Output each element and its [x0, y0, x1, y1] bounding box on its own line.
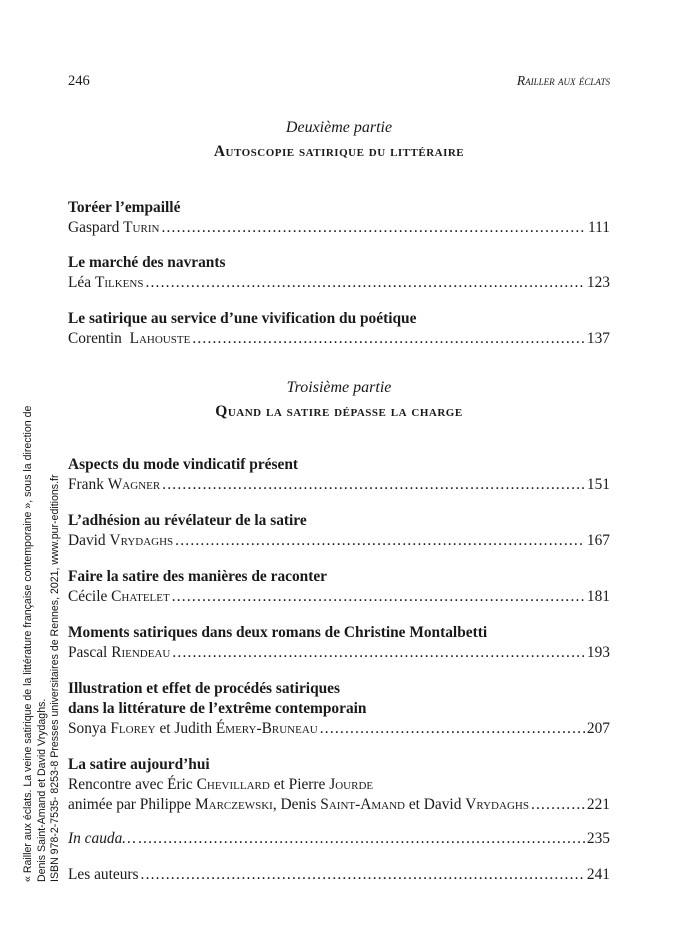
entry-title: La satire aujourd’hui	[68, 756, 210, 773]
page-ref: 111	[588, 219, 610, 236]
entry-title: Le marché des navrants	[68, 254, 226, 271]
dot-leader	[192, 329, 585, 349]
toc-entry-authors[interactable]	[68, 865, 610, 885]
dot-leader	[161, 218, 586, 238]
toc-entry[interactable]	[68, 309, 610, 349]
page-ref: 207	[586, 720, 610, 737]
page-ref: 221	[586, 796, 610, 813]
entry-title-line-2: dans la littérature de l’extrême contemporain	[68, 700, 367, 717]
entry-title-line-1: Illustration et effet de procédés satiriques	[68, 680, 341, 697]
page-ref: 151	[586, 476, 610, 493]
toc-entry[interactable]	[68, 679, 610, 739]
entry-label: Les auteurs	[68, 866, 139, 883]
author-name: David Vrydaghs	[68, 532, 174, 549]
part-title: Autoscopie satirique du littéraire	[213, 143, 465, 160]
author-name: Corentin Lahouste	[68, 330, 191, 347]
toc-entry[interactable]	[68, 455, 610, 495]
entry-author-line	[68, 795, 610, 815]
page-ref: 235	[586, 830, 610, 847]
citation-text	[22, 402, 63, 882]
page-ref: 137	[586, 330, 610, 347]
entry-title: Aspects du mode vindicatif présent	[68, 456, 299, 473]
entry-author-line	[68, 273, 610, 293]
author-name: Léa Tilkens	[68, 274, 144, 291]
entry-title: Toréer l’empaillé	[68, 199, 181, 216]
page-ref: 181	[586, 588, 610, 605]
entry-author-line	[68, 719, 610, 739]
page-ref: 193	[586, 644, 610, 661]
page-ref: 123	[586, 274, 610, 291]
entry-title: Le satirique au service d’une vivification du poétique	[68, 310, 417, 327]
dot-leader	[172, 643, 585, 663]
entry-line	[68, 865, 610, 885]
entry-subtitle: Rencontre avec Éric Chevillard et Pierre Jourde	[68, 776, 374, 793]
entry-author-line	[68, 643, 610, 663]
toc-entry[interactable]	[68, 253, 610, 293]
page-ref: 167	[586, 532, 610, 549]
running-head: Railler aux éclats	[516, 73, 610, 88]
entry-line	[68, 829, 610, 849]
entry-author-line	[68, 218, 610, 238]
author-names: Sonya Florey et Judith Émery-Bruneau	[68, 720, 318, 737]
toc-entry[interactable]	[68, 623, 610, 663]
part-label: Troisième partie	[286, 379, 392, 396]
part-heading-2	[68, 118, 610, 163]
entry-author-line	[68, 531, 610, 551]
entry-label: In cauda…	[68, 830, 136, 847]
author-name: Pascal Riendeau	[68, 644, 171, 661]
dot-leader	[162, 475, 585, 495]
entry-title: Moments satiriques dans deux romans de Christine Montalbetti	[68, 624, 488, 641]
dot-leader	[141, 865, 585, 885]
part-label: Deuxième partie	[285, 119, 393, 136]
page-number: 246	[68, 73, 90, 89]
entry-author-line	[68, 475, 610, 495]
part-title: Quand la satire dépasse la charge	[215, 403, 463, 420]
dot-leader	[172, 587, 585, 607]
citation-line-2: Denis Saint-Amand et David Vrydaghs.	[35, 698, 48, 882]
dot-leader	[531, 795, 585, 815]
dot-leader	[320, 719, 585, 739]
toc-entry[interactable]	[68, 567, 610, 607]
entry-author-line	[68, 587, 610, 607]
author-names: animée par Philippe Marczewski, Denis Saint-Amand et David Vrydaghs	[68, 796, 529, 813]
entry-author-line	[68, 329, 610, 349]
entry-title: L’adhésion au révélateur de la satire	[68, 512, 307, 529]
dot-leader	[175, 531, 585, 551]
author-name: Gaspard Turin	[68, 219, 160, 236]
part-heading-3	[68, 378, 610, 423]
toc-entry-in-cauda[interactable]	[68, 829, 610, 849]
citation-line-1: « Railler aux éclats. La veine satirique de la littérature française contemporaine », sous la direction de	[22, 405, 34, 882]
citation-line-3: ISBN 978-2-7535- 8253-8 Presses universitaires de Rennes, 2021, www.pur-editions.fr	[49, 474, 62, 882]
entry-title: Faire la satire des manières de raconter	[68, 568, 328, 585]
dot-leader	[145, 273, 584, 293]
toc-entry[interactable]	[68, 511, 610, 551]
author-name: Cécile Chatelet	[68, 588, 170, 605]
toc-entry[interactable]	[68, 198, 610, 238]
toc-entry[interactable]	[68, 755, 610, 815]
page-ref: 241	[586, 866, 610, 883]
dot-leader	[138, 829, 585, 849]
author-name: Frank Wagner	[68, 476, 161, 493]
